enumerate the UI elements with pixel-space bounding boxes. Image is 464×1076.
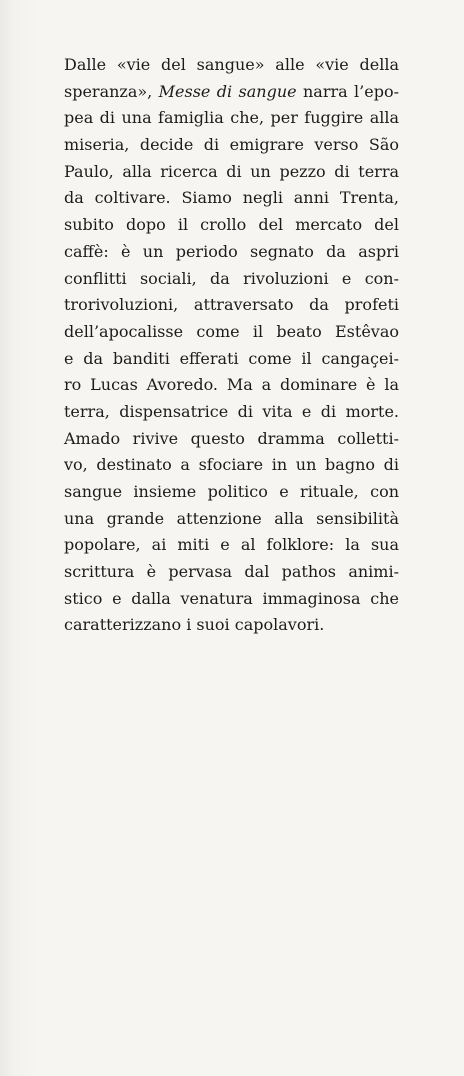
blurb-line: caffè: è un periodo segnato da aspri [64, 241, 399, 261]
book-title-italic: Messe di sangue [158, 81, 297, 101]
blurb-line: dell’apocalisse come il beato Estêvao [64, 321, 399, 341]
blurb-line: caratterizzano i suoi capolavori. [64, 615, 325, 635]
blurb-line: Paulo, alla ricerca di un pezzo di terra [64, 161, 399, 181]
blurb-line: pea di una famiglia che, per fuggire alla [64, 108, 399, 128]
blurb-line: vo, destinato a sfociare in un bagno di [64, 455, 399, 475]
blurb-line: ro Lucas Avoredo. Ma a dominare è la [64, 375, 399, 395]
blurb-line: e da banditi efferati come il cangaçei- [64, 348, 399, 368]
blurb-line: stico e dalla venatura immaginosa che [64, 588, 399, 608]
blurb-line: da coltivare. Siamo negli anni Trenta, [64, 188, 399, 208]
blurb-line: trorivoluzioni, attraversato da profeti [64, 295, 399, 315]
blurb-line: una grande attenzione alla sensibilità [64, 508, 399, 528]
blurb-line: popolare, ai miti e al folklore: la sua [64, 535, 399, 555]
blurb-line: terra, dispensatrice di vita e di morte. [64, 401, 399, 421]
book-blurb-paragraph [64, 52, 399, 639]
blurb-line: Amado rivive questo dramma colletti- [64, 428, 399, 448]
blurb-line: conflitti sociali, da rivoluzioni e con- [64, 268, 399, 288]
blurb-line: miseria, decide di emigrare verso São [64, 135, 399, 155]
blurb-line: speranza», Messe di sangue narra l’epo- [64, 81, 400, 101]
blurb-line: sangue insieme politico e rituale, con [64, 482, 399, 501]
blurb-line: subito dopo il crollo del mercato del [64, 215, 399, 235]
blurb-line: Dalle «vie del sangue» alle «vie della [64, 55, 399, 74]
blurb-line: scrittura è pervasa dal pathos animi- [64, 562, 399, 582]
